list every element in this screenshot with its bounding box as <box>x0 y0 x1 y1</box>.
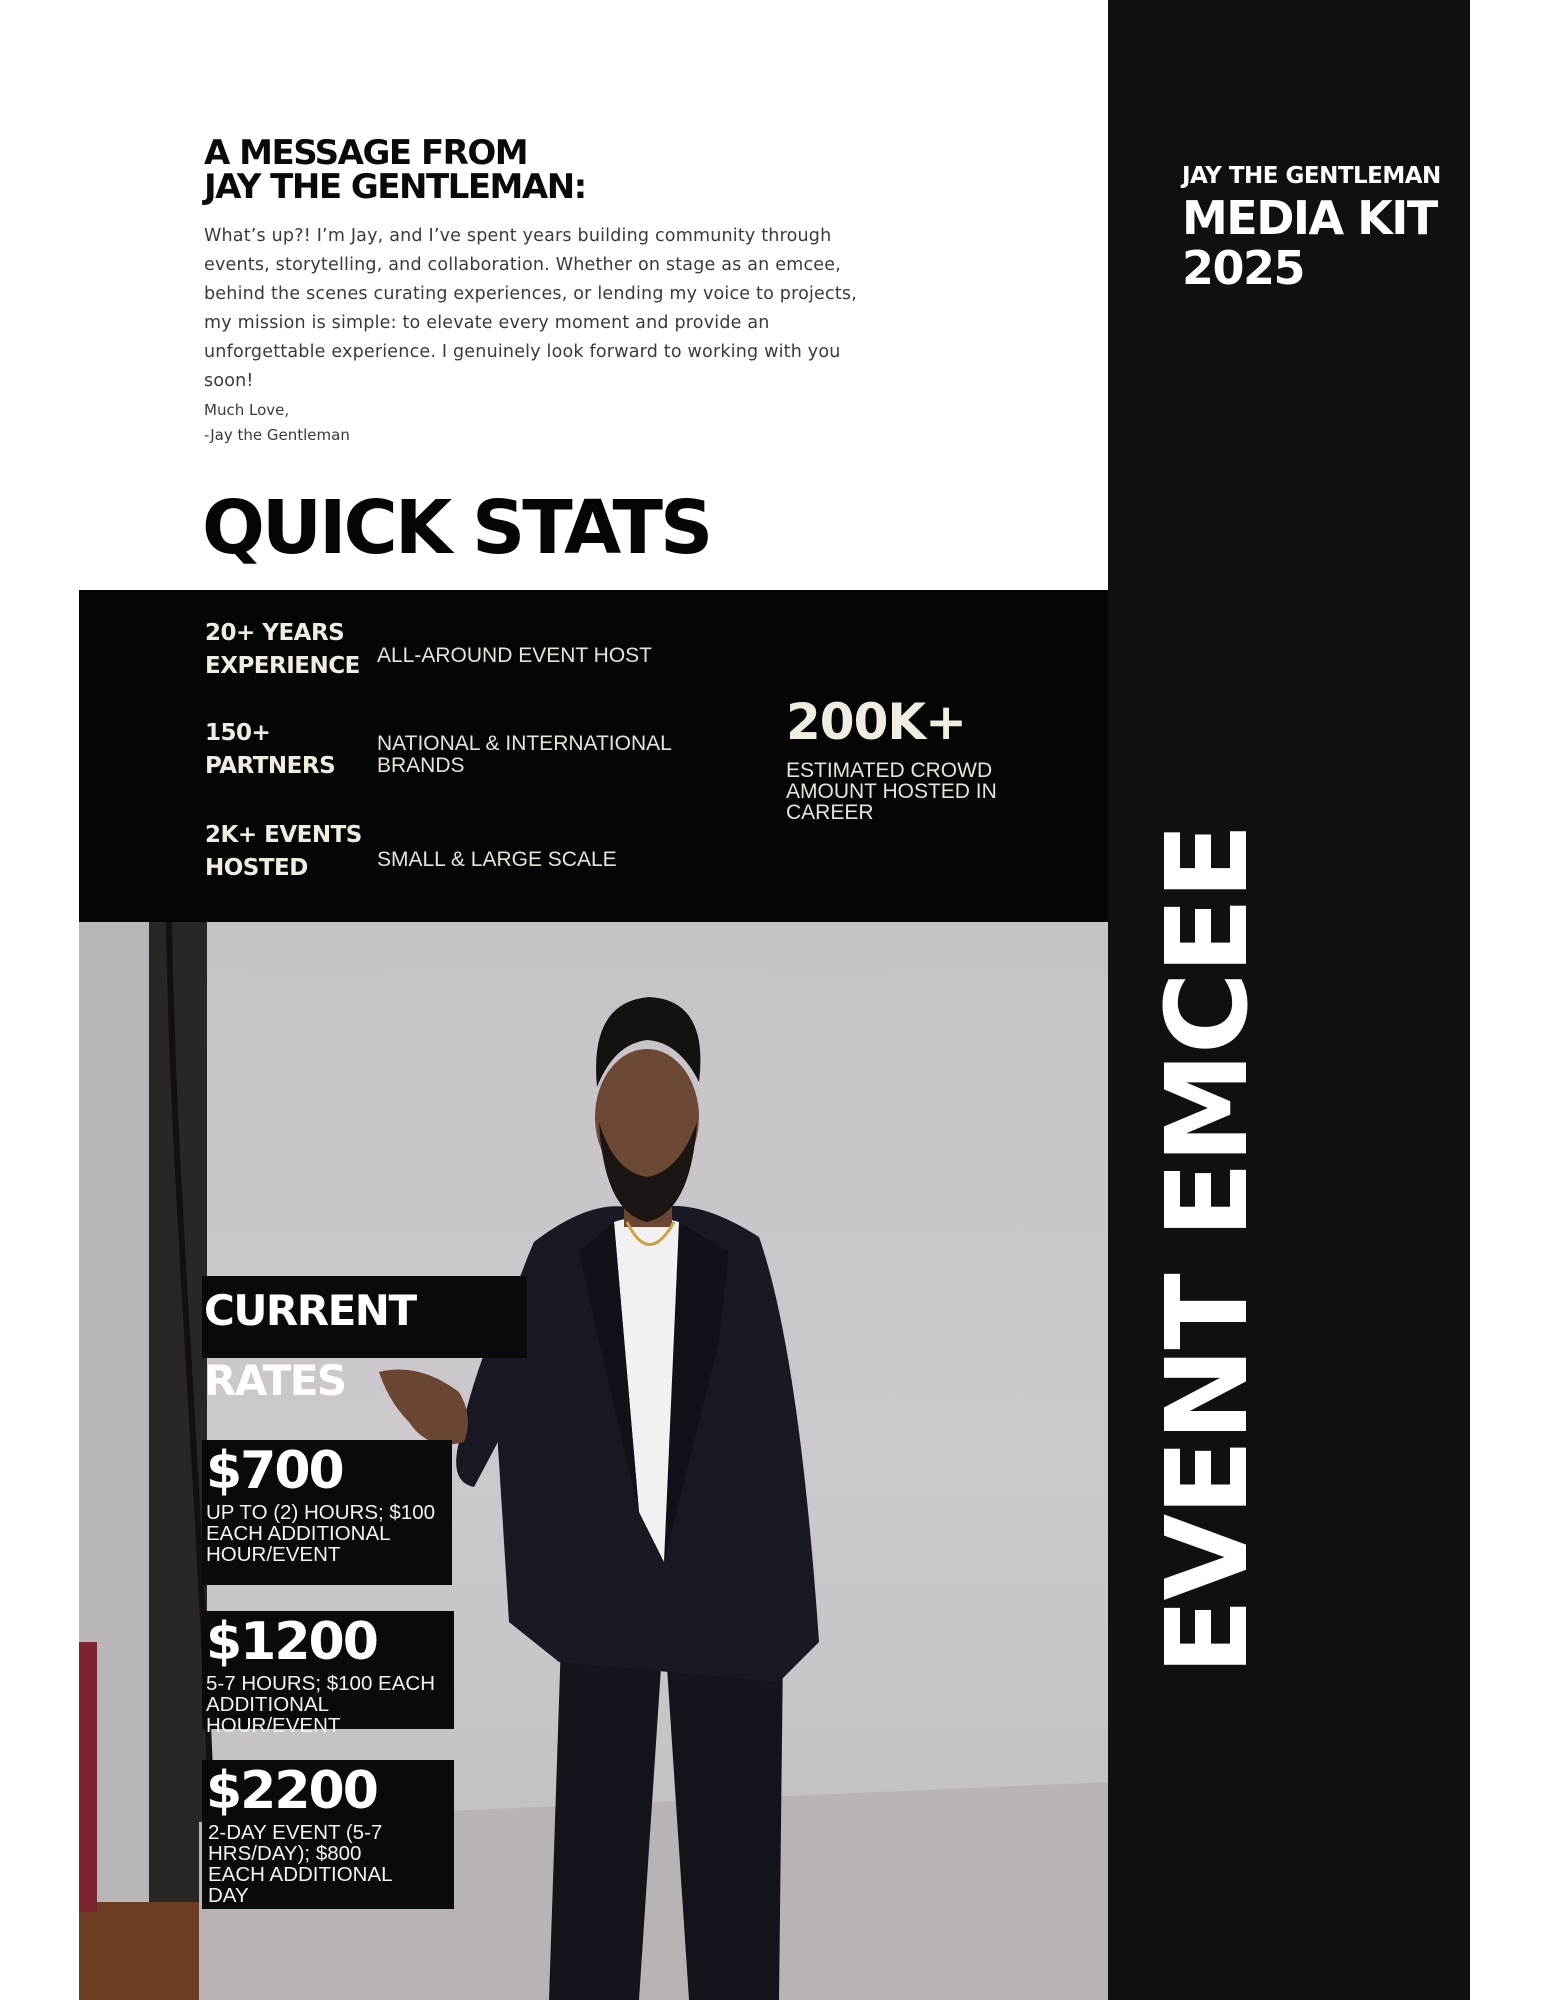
message-heading-line1: A MESSAGE FROM <box>204 133 528 173</box>
side-brand <box>1182 162 1441 295</box>
rate-terms-3: 2-DAY EVENT (5-7 HRS/DAY); $800 EACH ADDITIONAL DAY <box>208 1821 392 1907</box>
message-signoff: Much Love, <box>204 401 290 419</box>
brand-name: JAY THE GENTLEMAN <box>1182 163 1441 189</box>
big-stat-desc: ESTIMATED CROWD AMOUNT HOSTED IN CAREER <box>786 759 997 824</box>
rate-price-3: $2200 <box>206 1761 377 1821</box>
vertical-title: EVENT EMCEE <box>1143 825 1273 1675</box>
red-drape <box>79 1642 97 1912</box>
side-panel <box>1108 0 1470 2000</box>
rate-terms-2: 5-7 HOURS; $100 EACH ADDITIONAL HOUR/EVENT <box>206 1672 436 1737</box>
stat-label-events: 2K+ EVENTS HOSTED <box>205 822 362 881</box>
current-rates-heading: CURRENT RATES <box>202 1276 527 1358</box>
hand <box>379 1370 468 1445</box>
rate-terms-1: UP TO (2) HOURS; $100 EACH ADDITIONAL HOUR/EVENT <box>206 1501 436 1566</box>
big-stat-value: 200K+ <box>786 693 967 751</box>
media-kit-year: 2025 <box>1182 241 1305 295</box>
message-heading <box>204 133 884 207</box>
stat-desc-experience: ALL-AROUND EVENT HOST <box>377 644 652 667</box>
stats-band <box>79 590 1108 922</box>
message-section <box>204 133 884 448</box>
stat-desc-partners: NATIONAL & INTERNATIONAL BRANDS <box>377 732 672 777</box>
stat-label-experience: 20+ YEARS EXPERIENCE <box>205 620 360 679</box>
rate-card-2 <box>202 1611 454 1737</box>
media-kit-title: MEDIA KIT <box>1182 191 1437 245</box>
stat-desc-events: SMALL & LARGE SCALE <box>377 848 617 871</box>
rate-card-3 <box>202 1760 454 1909</box>
message-body: What’s up?! I’m Jay, and I’ve spent years building community through events, storytelling, and collaboration. Whether on stage as an emcee, behind the scenes curating experiences, or lending my voice to projects, my mission is simple: to elevate every moment and provide an unforgettable experience. I genuinely look forward to working with you soon! <box>204 226 857 391</box>
rate-card-1 <box>202 1440 452 1585</box>
message-heading-line2: JAY THE GENTLEMAN: <box>204 167 586 207</box>
light-stand <box>149 922 207 2000</box>
stat-label-partners: 150+ PARTNERS <box>205 720 336 779</box>
rate-price-1: $700 <box>206 1441 343 1501</box>
message-signature: -Jay the Gentleman <box>204 426 350 444</box>
quick-stats-heading: QUICK STATS <box>202 485 711 571</box>
rate-price-2: $1200 <box>206 1612 377 1672</box>
